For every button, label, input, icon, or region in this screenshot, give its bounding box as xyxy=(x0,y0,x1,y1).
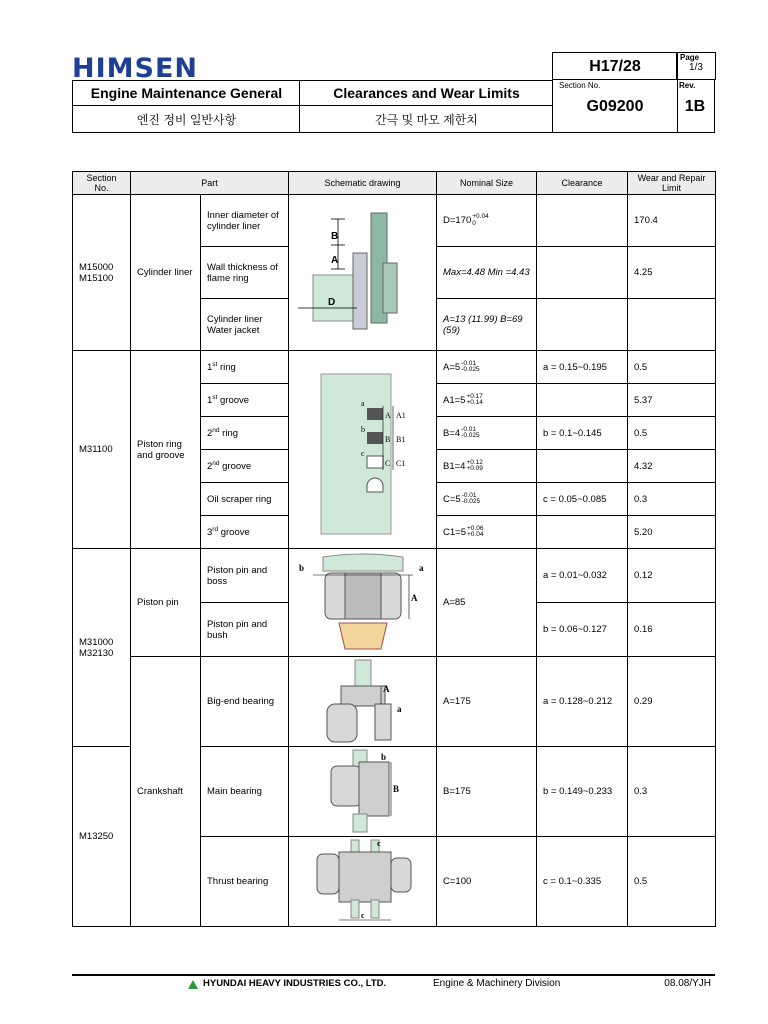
item-ordinal: nd xyxy=(212,426,220,434)
rev-value: 1B xyxy=(684,98,706,115)
tol-up: -0.01 xyxy=(461,425,476,433)
section-no-label: Section No. xyxy=(559,81,601,90)
item-rest: groove xyxy=(217,395,250,407)
item-rest: groove xyxy=(219,461,252,473)
tol-dn: +0.09 xyxy=(466,465,483,472)
item-name: Inner diameter of cylinder liner xyxy=(201,195,289,247)
liner-drawing xyxy=(289,195,437,351)
section-no: M31100 xyxy=(79,444,113,455)
nominal-value xyxy=(437,195,537,247)
label-b: b xyxy=(298,562,304,573)
label-a: a xyxy=(360,398,365,408)
section-no-cell xyxy=(73,747,131,927)
item-name: Big-end bearing xyxy=(201,657,289,747)
nominal-value xyxy=(437,516,537,549)
clearance-value xyxy=(537,384,628,417)
clearance-value: b = 0.149~0.233 xyxy=(537,747,628,837)
tol-up: +0.17 xyxy=(466,392,483,400)
label-A1: A1 xyxy=(395,410,406,420)
label-c-lower: c xyxy=(360,910,365,920)
item-num: 1 xyxy=(207,362,213,374)
item-ordinal: nd xyxy=(212,459,220,467)
limit-value: 0.5 xyxy=(628,837,716,927)
item-num: 2 xyxy=(207,428,213,440)
item-name xyxy=(201,450,289,483)
page-cell xyxy=(676,52,716,80)
label-B1: B1 xyxy=(395,434,405,444)
label-a: a xyxy=(396,703,401,714)
tol-dn: +0.14 xyxy=(466,399,483,406)
section-title-kr: 간극 및 마모 제한치 xyxy=(375,112,478,127)
table-row xyxy=(73,351,716,384)
col-section-no: Section No. xyxy=(73,172,131,195)
tol-up: +0.06 xyxy=(466,524,484,532)
section-no-cell xyxy=(73,195,131,351)
nominal-base: B1=4 xyxy=(443,460,466,472)
label-C: C xyxy=(384,458,390,468)
limit-value: 0.12 xyxy=(628,549,716,603)
nominal-base: B=4 xyxy=(443,427,461,439)
item-name xyxy=(201,351,289,384)
main-bearing-drawing xyxy=(289,747,437,837)
footer-date: 08.08/YJH xyxy=(664,978,711,989)
clearance-value xyxy=(537,450,628,483)
limit-value: 0.16 xyxy=(628,603,716,657)
item-num: 3 xyxy=(207,527,213,539)
pin-drawing xyxy=(289,549,437,657)
label-c: c xyxy=(376,838,381,848)
label-a: a xyxy=(418,562,423,573)
tol-up: -0.01 xyxy=(461,491,477,499)
doc-title-en: Engine Maintenance General xyxy=(90,85,283,101)
label-C1: C1 xyxy=(395,458,405,468)
page-value: 1/3 xyxy=(689,62,703,73)
nominal-value xyxy=(437,483,537,516)
table-header-row xyxy=(73,172,716,195)
col-limit: Wear and Repair Limit xyxy=(628,172,716,195)
item-rest: groove xyxy=(218,527,250,539)
tolerance xyxy=(472,214,488,227)
part-name: Piston pin xyxy=(131,549,201,657)
label-b: b xyxy=(380,751,386,762)
item-num: 1 xyxy=(207,395,213,407)
doc-title-kr-cell xyxy=(72,105,300,133)
tolerance xyxy=(461,361,479,374)
clearance-table xyxy=(72,171,716,927)
item-name: Oil scraper ring xyxy=(201,483,289,516)
limit-value: 0.29 xyxy=(628,657,716,747)
engine-model: H17/28 xyxy=(589,57,641,75)
part-name: Cylinder liner xyxy=(131,195,201,351)
thrust-drawing xyxy=(289,837,437,927)
clearance-value xyxy=(537,299,628,351)
item-name: Cylinder liner Water jacket xyxy=(201,299,289,351)
tolerance xyxy=(461,427,479,440)
tolerance xyxy=(462,493,480,506)
section-no: M32130 xyxy=(79,647,114,659)
label-B: B xyxy=(392,783,399,794)
col-schematic: Schematic drawing xyxy=(289,172,437,195)
label-A: A xyxy=(382,683,389,694)
tol-dn: -0.025 xyxy=(461,366,480,373)
rev-cell xyxy=(676,79,715,133)
label-B: B xyxy=(384,434,390,444)
page-footer xyxy=(72,974,715,998)
clearance-value: b = 0.1~0.145 xyxy=(537,417,628,450)
label-b: b xyxy=(360,424,365,434)
tol-up: +0.12 xyxy=(466,458,483,466)
section-no-cell xyxy=(73,351,131,549)
page-label: Page xyxy=(680,53,700,62)
section-no-cell xyxy=(552,79,678,133)
tol-dn: 0 xyxy=(472,219,476,227)
nominal-value: C=100 xyxy=(437,837,537,927)
table-row xyxy=(73,549,716,603)
clearance-value: a = 0.128~0.212 xyxy=(537,657,628,747)
limit-value: 4.32 xyxy=(628,450,716,483)
footer-company: HYUNDAI HEAVY INDUSTRIES CO., LTD. xyxy=(203,978,387,989)
doc-title-kr: 엔진 정비 일반사항 xyxy=(136,112,237,127)
section-no: G09200 xyxy=(586,98,644,115)
limit-value: 170.4 xyxy=(628,195,716,247)
piston-pin-schematic xyxy=(293,553,433,653)
limit-value: 5.20 xyxy=(628,516,716,549)
item-name xyxy=(201,384,289,417)
clearance-value: b = 0.06~0.127 xyxy=(537,603,628,657)
nominal-value: A=13 (11.99) B=69 (59) xyxy=(437,299,537,351)
nominal-base: A1=5 xyxy=(443,394,466,406)
tol-up: +0.04 xyxy=(472,213,489,220)
cylinder-liner-schematic xyxy=(293,203,433,343)
tol-dn: -0.025 xyxy=(461,498,481,505)
section-no-cell xyxy=(73,549,131,747)
item-name: Wall thickness of flame ring xyxy=(201,247,289,299)
thrust-bearing-schematic xyxy=(293,838,433,926)
section-no: M31000 xyxy=(79,636,114,648)
label-A: A xyxy=(330,254,338,266)
col-nominal: Nominal Size xyxy=(437,172,537,195)
label-B: B xyxy=(330,230,338,242)
tolerance xyxy=(466,394,482,407)
piston-ring-schematic xyxy=(293,360,433,540)
nominal-value: Max=4.48 Min =4.43 xyxy=(437,247,537,299)
tolerance xyxy=(467,526,483,539)
nominal-value xyxy=(437,351,537,384)
col-part: Part xyxy=(131,172,289,195)
limit-value: 0.5 xyxy=(628,351,716,384)
nominal-value: A=85 xyxy=(437,549,537,657)
label-D: D xyxy=(327,296,335,308)
nominal-base: A=5 xyxy=(443,361,461,373)
label-A: A xyxy=(410,592,417,603)
nominal-base: D=170 xyxy=(443,215,472,227)
ring-drawing xyxy=(289,351,437,549)
doc-title-en-cell xyxy=(72,80,300,105)
limit-value: 0.3 xyxy=(628,483,716,516)
item-name: Piston pin and boss xyxy=(201,549,289,603)
item-name: Main bearing xyxy=(201,747,289,837)
item-ordinal: st xyxy=(212,393,218,401)
limit-value: 5.37 xyxy=(628,384,716,417)
hhi-triangle-icon xyxy=(188,980,198,989)
tol-up: -0.01 xyxy=(461,359,476,367)
nominal-value xyxy=(437,384,537,417)
nominal-value: A=175 xyxy=(437,657,537,747)
item-rest: ring xyxy=(217,362,236,374)
clearance-value: a = 0.01~0.032 xyxy=(537,549,628,603)
limit-value xyxy=(628,299,716,351)
section-no: M13250 xyxy=(79,831,114,842)
tolerance xyxy=(466,460,482,473)
part-name: Piston ring and groove xyxy=(131,351,201,549)
nominal-value xyxy=(437,450,537,483)
table-row xyxy=(73,657,716,747)
item-num: 2 xyxy=(207,461,213,473)
nominal-value xyxy=(437,417,537,450)
item-ordinal: st xyxy=(212,360,218,368)
tol-dn: -0.025 xyxy=(461,432,480,439)
clearance-value xyxy=(537,516,628,549)
himsen-logo: HIMSEN xyxy=(72,53,198,84)
limit-value: 0.5 xyxy=(628,417,716,450)
clearance-value: c = 0.1~0.335 xyxy=(537,837,628,927)
clearance-value: c = 0.05~0.085 xyxy=(537,483,628,516)
limit-value: 4.25 xyxy=(628,247,716,299)
section-no: M15100 xyxy=(79,272,114,284)
section-title-kr-cell xyxy=(299,105,553,133)
item-name xyxy=(201,417,289,450)
tol-dn: +0.04 xyxy=(466,531,484,538)
main-bearing-schematic xyxy=(293,748,433,836)
engine-cell xyxy=(552,52,678,80)
clearance-value: a = 0.15~0.195 xyxy=(537,351,628,384)
nominal-base: C=5 xyxy=(443,493,461,505)
nominal-base: C1=5 xyxy=(443,526,466,538)
rev-label: Rev. xyxy=(679,81,696,90)
footer-division: Engine & Machinery Division xyxy=(433,978,561,989)
item-name: Piston pin and bush xyxy=(201,603,289,657)
bigend-drawing xyxy=(289,657,437,747)
col-clearance: Clearance xyxy=(537,172,628,195)
item-ordinal: rd xyxy=(212,525,219,533)
item-rest: ring xyxy=(219,428,239,440)
label-A: A xyxy=(384,410,391,420)
limit-value: 0.3 xyxy=(628,747,716,837)
item-name xyxy=(201,516,289,549)
section-title-en: Clearances and Wear Limits xyxy=(333,85,520,101)
nominal-value: B=175 xyxy=(437,747,537,837)
clearance-value xyxy=(537,195,628,247)
table-row xyxy=(73,195,716,247)
big-end-bearing-schematic xyxy=(293,658,433,746)
section-no: M15000 xyxy=(79,261,114,273)
section-title-en-cell xyxy=(299,80,553,105)
part-name: Crankshaft xyxy=(131,657,201,927)
label-c: c xyxy=(360,448,365,458)
clearance-value xyxy=(537,247,628,299)
item-name: Thrust bearing xyxy=(201,837,289,927)
